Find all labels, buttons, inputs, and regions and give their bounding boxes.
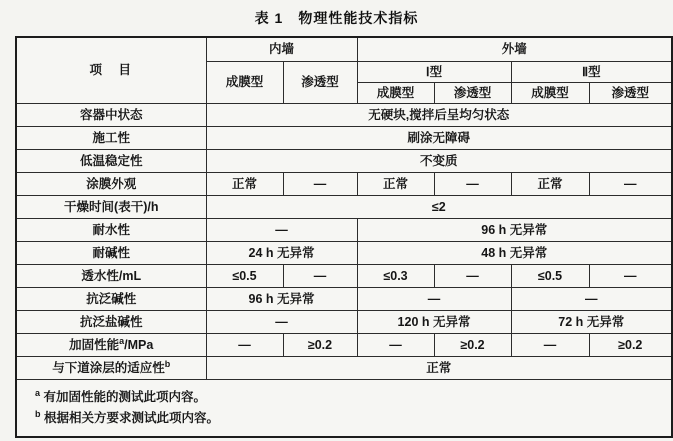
row-label: 低温稳定性 [16,150,206,173]
table-row [16,242,672,265]
footnote-row [16,380,672,438]
value-cell: — [434,173,511,196]
value-cell: ≤0.5 [511,265,589,288]
table-row [16,127,672,150]
table-row [16,288,672,311]
table-row [16,357,672,380]
footnote-line [35,387,663,408]
footnote-text: 根据相关方要求测试此项内容。 [40,411,219,425]
value-cell: 96 h 无异常 [357,219,672,242]
value-cell: — [357,334,434,357]
value-cell: — [206,334,283,357]
row-label: 施工性 [16,127,206,150]
value-cell: — [589,265,672,288]
value-cell: ≥0.2 [283,334,357,357]
row-label: 透水性/mL [16,265,206,288]
value-cell: — [357,288,511,311]
value-cell: — [283,173,357,196]
header-type-i: Ⅰ型 [357,62,511,83]
value-cell: 48 h 无异常 [357,242,672,265]
table-footer [16,380,672,438]
value-cell: 72 h 无异常 [511,311,672,334]
value-cell: — [511,288,672,311]
row-label: 耐水性 [16,219,206,242]
header-type-i-penetrating: 渗透型 [434,83,511,104]
value-cell: — [511,334,589,357]
footnote-cell [16,380,672,438]
row-label: 涂膜外观 [16,173,206,196]
row-label: 与下道涂层的适应性$^b$ [16,357,206,380]
value-cell: — [589,173,672,196]
value-cell: 正常 [511,173,589,196]
value-cell: — [434,265,511,288]
row-label: 干燥时间(表干)/h [16,196,206,219]
value-cell: 120 h 无异常 [357,311,511,334]
header-item: 项 目 [16,37,206,104]
table-row [16,150,672,173]
row-label: 加固性能$^a$/MPa [16,334,206,357]
header-type-ii-film: 成膜型 [511,83,589,104]
footnote-marker: a [119,335,125,346]
table-row [16,173,672,196]
header-interior-wall: 内墙 [206,37,357,62]
header-type-ii: Ⅱ型 [511,62,672,83]
value-cell: 正常 [357,173,434,196]
header-type-ii-penetrating: 渗透型 [589,83,672,104]
table-row [16,104,672,127]
table-header [16,37,672,104]
table-row [16,334,672,357]
value-cell: ≥0.2 [589,334,672,357]
header-type-i-film: 成膜型 [357,83,434,104]
value-cell: — [206,311,357,334]
value-cell: — [206,219,357,242]
table-body [16,104,672,380]
table-row [16,311,672,334]
footnote-marker: a [35,387,41,398]
header-row-1 [16,37,672,62]
value-cell: 96 h 无异常 [206,288,357,311]
value-cell: 无硬块,搅拌后呈均匀状态 [206,104,672,127]
footnote-text: 有加固性能的测试此项内容。 [40,390,206,404]
value-cell: ≥0.2 [434,334,511,357]
value-cell: 正常 [206,173,283,196]
value-cell: ≤0.3 [357,265,434,288]
footnote-line [35,408,663,429]
table-row [16,265,672,288]
value-cell: 正常 [206,357,672,380]
header-interior-film: 成膜型 [206,62,283,104]
footnote-marker: b [35,408,41,419]
spec-table [15,36,673,438]
table-row [16,196,672,219]
row-label: 抗泛碱性 [16,288,206,311]
value-cell: 不变质 [206,150,672,173]
footnote-marker: b [164,358,171,369]
table-title: 表 1 物理性能技术指标 [254,10,419,26]
row-label: 抗泛盐碱性 [16,311,206,334]
header-interior-penetrating: 渗透型 [283,62,357,104]
header-exterior-wall: 外墙 [357,37,672,62]
table-row [16,219,672,242]
value-cell: ≤2 [206,196,672,219]
value-cell: 刷涂无障碍 [206,127,672,150]
value-cell: ≤0.5 [206,265,283,288]
value-cell: — [283,265,357,288]
row-label: 耐碱性 [16,242,206,265]
row-label: 容器中状态 [16,104,206,127]
value-cell: 24 h 无异常 [206,242,357,265]
